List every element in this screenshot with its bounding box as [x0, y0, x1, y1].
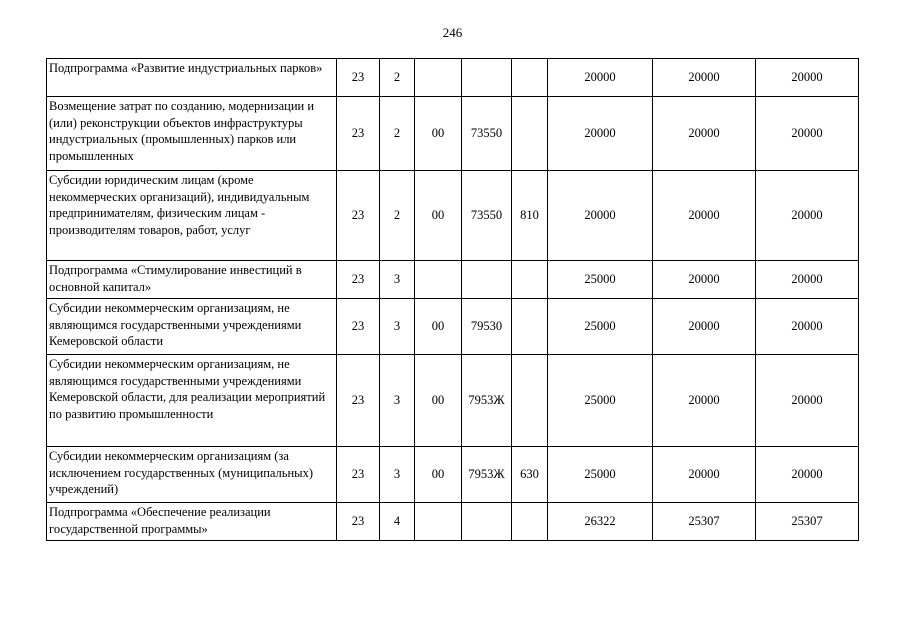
code-pp: 3 — [380, 299, 415, 355]
code-gp: 23 — [337, 503, 380, 541]
code-gp: 23 — [337, 447, 380, 503]
table-row — [47, 97, 859, 171]
row-name: Субсидии некоммерческим организациям, не являющимся государственными учреждениями Кемеровской области, для реализации мероприятий по развитию промышленности — [47, 355, 337, 447]
amount-year-1: 25000 — [548, 261, 653, 299]
code-om: 00 — [415, 299, 462, 355]
code-pp: 2 — [380, 97, 415, 171]
row-name: Субсидии некоммерческим организациям, не являющимся государственными учреждениями Кемеровской области — [47, 299, 337, 355]
code-pp: 3 — [380, 355, 415, 447]
amount-year-3: 20000 — [756, 447, 859, 503]
code-gp: 23 — [337, 299, 380, 355]
code-expense-type — [512, 97, 548, 171]
code-gp: 23 — [337, 171, 380, 261]
code-pp: 2 — [380, 59, 415, 97]
code-gp: 23 — [337, 59, 380, 97]
table-row — [47, 299, 859, 355]
amount-year-3: 20000 — [756, 97, 859, 171]
code-direction: 73550 — [462, 171, 512, 261]
code-om: 00 — [415, 447, 462, 503]
table-row — [47, 447, 859, 503]
table-row — [47, 355, 859, 447]
code-om: 00 — [415, 355, 462, 447]
amount-year-3: 20000 — [756, 299, 859, 355]
code-om — [415, 261, 462, 299]
code-gp: 23 — [337, 261, 380, 299]
amount-year-3: 20000 — [756, 171, 859, 261]
code-expense-type — [512, 503, 548, 541]
amount-year-2: 25307 — [653, 503, 756, 541]
budget-table — [46, 58, 859, 541]
code-gp: 23 — [337, 355, 380, 447]
row-name: Подпрограмма «Обеспечение реализации государственной программы» — [47, 503, 337, 541]
row-name: Возмещение затрат по созданию, модернизации и (или) реконструкции объектов инфраструктуры индустриальных (промышленных) парков или промышленных — [47, 97, 337, 171]
code-direction: 7953Ж — [462, 355, 512, 447]
amount-year-1: 20000 — [548, 97, 653, 171]
amount-year-2: 20000 — [653, 355, 756, 447]
code-pp: 4 — [380, 503, 415, 541]
code-pp: 3 — [380, 261, 415, 299]
code-expense-type: 810 — [512, 171, 548, 261]
code-om: 00 — [415, 171, 462, 261]
code-om — [415, 59, 462, 97]
amount-year-2: 20000 — [653, 59, 756, 97]
code-expense-type — [512, 59, 548, 97]
row-name: Субсидии юридическим лицам (кроме некоммерческих организаций), индивидуальным предпринимателям, физическим лицам - производителям товаров, работ, услуг — [47, 171, 337, 261]
amount-year-1: 25000 — [548, 355, 653, 447]
code-expense-type: 630 — [512, 447, 548, 503]
code-direction — [462, 503, 512, 541]
amount-year-1: 25000 — [548, 299, 653, 355]
amount-year-2: 20000 — [653, 261, 756, 299]
code-expense-type — [512, 299, 548, 355]
amount-year-1: 25000 — [548, 447, 653, 503]
code-pp: 3 — [380, 447, 415, 503]
code-expense-type — [512, 355, 548, 447]
amount-year-1: 20000 — [548, 171, 653, 261]
table-row — [47, 171, 859, 261]
code-direction — [462, 59, 512, 97]
amount-year-2: 20000 — [653, 97, 756, 171]
code-pp: 2 — [380, 171, 415, 261]
row-name: Субсидии некоммерческим организациям (за исключением государственных (муниципальных) учреждений) — [47, 447, 337, 503]
amount-year-2: 20000 — [653, 171, 756, 261]
amount-year-1: 20000 — [548, 59, 653, 97]
table-row — [47, 59, 859, 97]
code-direction: 79530 — [462, 299, 512, 355]
code-om — [415, 503, 462, 541]
amount-year-1: 26322 — [548, 503, 653, 541]
amount-year-3: 20000 — [756, 59, 859, 97]
code-expense-type — [512, 261, 548, 299]
amount-year-3: 20000 — [756, 261, 859, 299]
amount-year-2: 20000 — [653, 447, 756, 503]
code-direction: 73550 — [462, 97, 512, 171]
code-gp: 23 — [337, 97, 380, 171]
code-direction — [462, 261, 512, 299]
page-number: 246 — [442, 25, 463, 40]
row-name: Подпрограмма «Стимулирование инвестиций в основной капитал» — [47, 261, 337, 299]
amount-year-3: 20000 — [756, 355, 859, 447]
amount-year-3: 25307 — [756, 503, 859, 541]
amount-year-2: 20000 — [653, 299, 756, 355]
row-name: Подпрограмма «Развитие индустриальных парков» — [47, 59, 337, 97]
table-row — [47, 503, 859, 541]
code-om: 00 — [415, 97, 462, 171]
table-row — [47, 261, 859, 299]
code-direction: 7953Ж — [462, 447, 512, 503]
